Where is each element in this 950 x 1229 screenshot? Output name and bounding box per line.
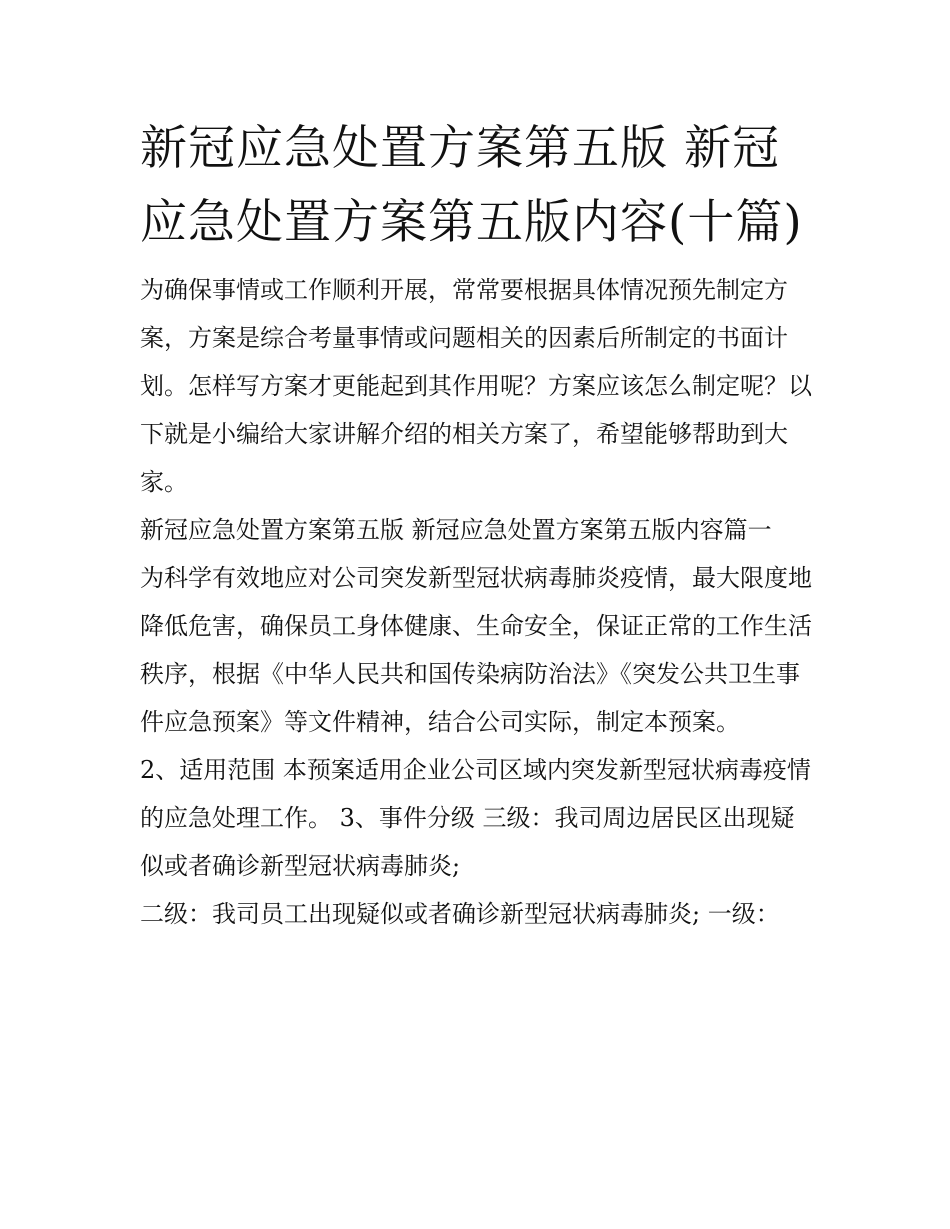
purpose-paragraph: 为科学有效地应对公司突发新型冠状病毒肺炎疫情，最大限度地降低危害，确保员工身体健康、生命安全，保证正常的工作生活秩序，根据《中华人民共和国传染病防治法》《突发公共卫生事件应急预案》等文件精神，结合公司实际，制定本预案。: [140, 564, 812, 736]
document-title: 新冠应急处置方案第五版 新冠应急处置方案第五版内容(十篇): [140, 121, 803, 250]
grading-paragraph: 二级：我司员工出现疑似或者确诊新型冠状病毒肺炎; 一级：: [140, 900, 780, 928]
document-body: [140, 266, 812, 938]
section-heading: 新冠应急处置方案第五版 新冠应急处置方案第五版内容篇一: [140, 516, 772, 544]
intro-paragraph: 为确保事情或工作顺利开展，常常要根据具体情况预先制定方案，方案是综合考量事情或问题相关的因素后所制定的书面计划。怎样写方案才更能起到其作用呢？方案应该怎么制定呢？以下就是小编给大家讲解介绍的相关方案了，希望能够帮助到大家。: [140, 276, 812, 496]
scope-paragraph: 2、适用范围 本预案适用企业公司区域内突发新型冠状病毒疫情的应急处理工作。 3、事件分级 三级：我司周边居民区出现疑似或者确诊新型冠状病毒肺炎;: [140, 756, 811, 880]
document-page: [140, 112, 812, 938]
